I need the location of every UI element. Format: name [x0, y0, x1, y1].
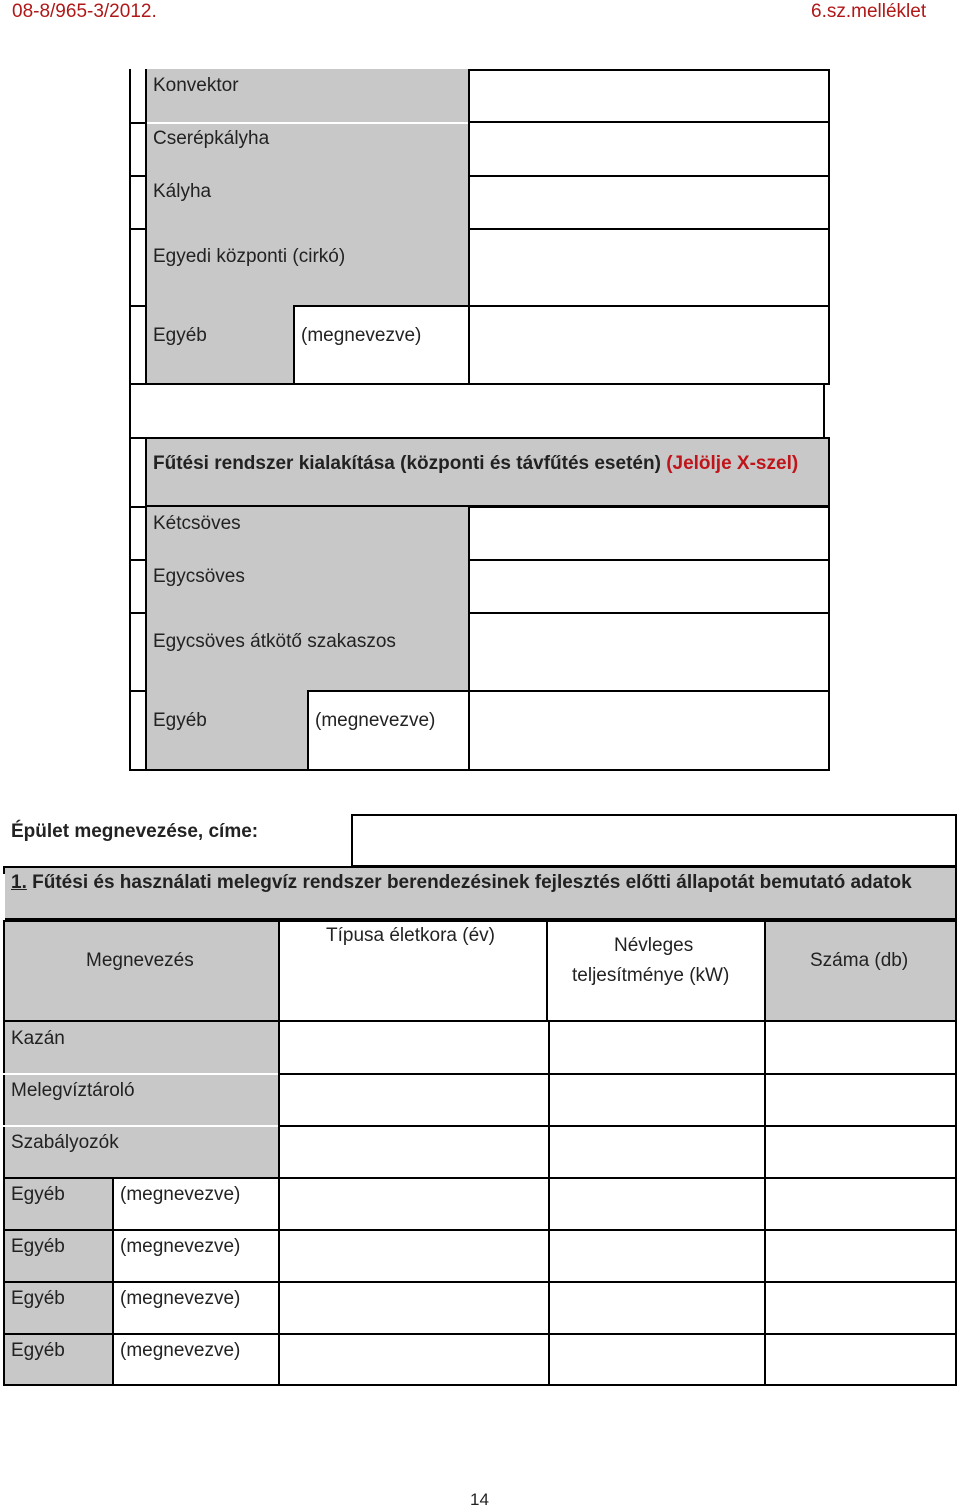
heating-other-named-hint: (megnevezve) — [301, 325, 422, 346]
tarolo-type-age-field[interactable] — [280, 1075, 548, 1125]
system-other-named-hint: (megnevezve) — [315, 710, 436, 731]
equipment-row-other-3: Egyéb — [11, 1288, 65, 1309]
kazan-type-age-field[interactable] — [280, 1024, 548, 1073]
system-type-ketcsoves: Kétcsöves — [153, 513, 241, 534]
document-reference: 08-8/965-3/2012. — [12, 1, 157, 22]
section1-number: 1. — [11, 872, 27, 893]
mark-cell-egyedi-kozponti[interactable] — [470, 230, 828, 305]
mark-cell-cserepkalyha[interactable] — [470, 123, 828, 175]
section1-title: 1. Fűtési és használati melegvíz rendszer berendezésinek fejlesztés előtti állapotát bemutató adatok — [11, 872, 912, 893]
col-header-count: Száma (db) — [810, 950, 909, 971]
mark-cell-system-other[interactable] — [470, 692, 828, 769]
heating-type-egyedi-kozponti: Egyedi központi (cirkó) — [153, 246, 346, 267]
mark-instruction: (Jelölje X-szel) — [666, 453, 799, 474]
heating-type-kalyha: Kályha — [153, 181, 212, 202]
other-3-named-hint: (megnevezve) — [120, 1288, 241, 1309]
szabalyozok-type-age-field[interactable] — [280, 1127, 548, 1177]
heating-type-cserepkalyha: Cserépkályha — [153, 128, 270, 149]
heating-type-other: Egyéb — [153, 325, 207, 346]
building-name-field[interactable] — [351, 814, 957, 867]
col-header-type-age: Típusa életkora (év) — [326, 925, 495, 946]
equipment-row-kazan: Kazán — [11, 1028, 65, 1049]
equipment-row-other-2: Egyéb — [11, 1236, 65, 1257]
tarolo-count-field[interactable] — [766, 1075, 955, 1125]
system-layout-title: Fűtési rendszer kialakítása (központi és távfűtés esetén) (Jelölje X-szel) — [153, 453, 799, 474]
equipment-row-melegviztarolo: Melegvíztároló — [11, 1080, 135, 1101]
col-header-nominal: Névleges — [614, 935, 694, 956]
equipment-row-other-4: Egyéb — [11, 1340, 65, 1361]
szabalyozok-power-field[interactable] — [550, 1127, 764, 1177]
mark-cell-egycsoves-atkoto[interactable] — [470, 614, 828, 690]
kazan-count-field[interactable] — [766, 1024, 955, 1073]
mark-cell-heating-other[interactable] — [470, 307, 828, 383]
equipment-row-szabalyozok: Szabályozók — [11, 1132, 119, 1153]
system-type-egycsoves: Egycsöves — [153, 566, 245, 587]
building-name-label: Épület megnevezése, címe: — [11, 821, 259, 842]
page-number: 14 — [470, 1490, 489, 1509]
other-2-named-hint: (megnevezve) — [120, 1236, 241, 1257]
equipment-row-other-1: Egyéb — [11, 1184, 65, 1205]
mark-cell-ketcsoves[interactable] — [470, 508, 828, 559]
tarolo-power-field[interactable] — [550, 1075, 764, 1125]
mark-cell-egycsoves[interactable] — [470, 561, 828, 612]
col-header-power: teljesítménye (kW) — [572, 965, 730, 986]
annex-label: 6.sz.melléklet — [811, 1, 927, 22]
other-4-named-hint: (megnevezve) — [120, 1340, 241, 1361]
system-layout-label-area — [147, 507, 468, 691]
mark-cell-kalyha[interactable] — [470, 177, 828, 228]
other-1-named-hint: (megnevezve) — [120, 1184, 241, 1205]
mark-cell-konvektor[interactable] — [470, 71, 828, 121]
system-type-egycsoves-atkoto: Egycsöves átkötő szakaszos — [153, 631, 396, 652]
szabalyozok-count-field[interactable] — [766, 1127, 955, 1177]
system-type-other: Egyéb — [153, 710, 207, 731]
heating-type-konvektor: Konvektor — [153, 75, 239, 96]
kazan-power-field[interactable] — [550, 1024, 764, 1073]
col-header-name: Megnevezés — [86, 950, 194, 971]
